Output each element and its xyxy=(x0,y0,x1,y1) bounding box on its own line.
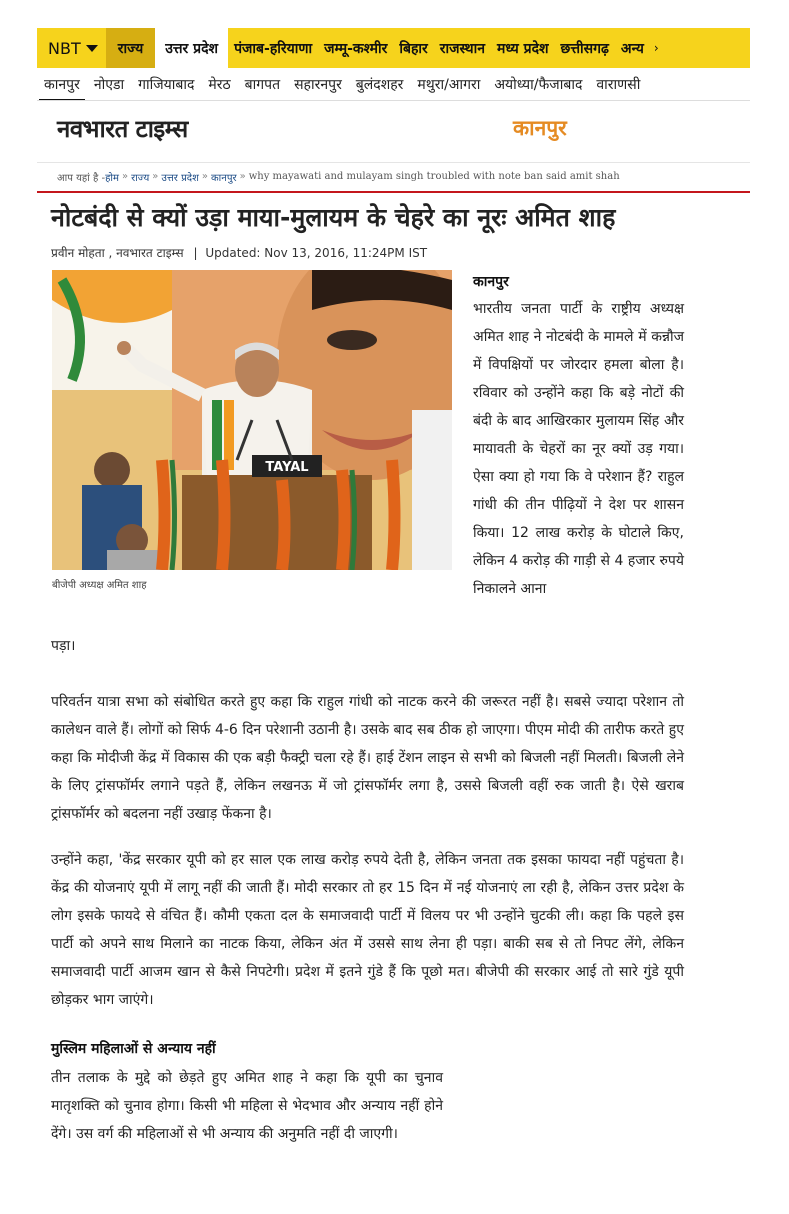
article-subheading: मुस्लिम महिलाओं से अन्याय नहीं xyxy=(51,1041,216,1057)
article-dateline: कानपुर xyxy=(473,274,509,290)
city-item-ayodhya-faizabad[interactable]: अयोध्या/फैजाबाद xyxy=(494,76,583,93)
nav-item-uttar-pradesh[interactable]: उत्तर प्रदेश xyxy=(155,28,228,68)
header-divider xyxy=(37,191,750,193)
article-paragraph-1-continued: पड़ा। xyxy=(51,638,76,654)
podium-sign-text: TAYAL xyxy=(265,460,309,475)
nbt-menu-button[interactable] xyxy=(37,28,106,68)
article-paragraph-3: उन्होंने कहा, 'केंद्र सरकार यूपी को हर साल एक लाख करोड़ रुपये देती है, लेकिन जनता तक इसका फायदा नहीं पहुंचता है। केंद्र की योजनाएं यूपी में लागू नहीं की जाती हैं। मोदी सरकार तो हर 15 दिन में नई योजनाएं ला रही है, लेकिन उत्तर प्रदेश के लोग इसके फायदे से वंचित हैं। कौमी एकता दल के समाजवादी पार्टी में विलय पर भी उन्होंने चुटकी ली। कहा कि पहले इस पार्टी को अपने साथ मिलाने का नाटक किया, लेकिन अंत में उससे साथ लेना ही पड़ा। बाकी सब से तो निपट लेंगे, लेकिन समाजवादी पार्टी आजम खान से कैसे निपटेगी। प्रदेश में इतने गुंडे हैं कि पूछो मत। बीजेपी की सरकार आई तो सारे गुंडे यूपी छोड़कर भाग जाएंगे। xyxy=(51,852,684,1008)
article-headline: नोटबंदी से क्यों उड़ा माया-मुलायम के चेहरे का नूरः अमित शाह xyxy=(51,203,616,232)
nav-item-madhya-pradesh[interactable]: मध्य प्रदेश xyxy=(496,40,549,57)
state-nav-bar xyxy=(37,28,750,68)
rajya-label[interactable]: राज्य xyxy=(106,28,155,68)
city-item-ghaziabad[interactable]: गाजियाबाद xyxy=(138,76,195,93)
article-paragraph-2: परिवर्तन यात्रा सभा को संबोधित करते हुए कहा कि राहुल गांधी को नाटक करने की जरूरत नहीं है। सबसे ज्यादा परेशान तो कालेधन वाले हैं। लोगों को सिर्फ 4-6 दिन परेशानी उठानी है। उसके बाद सब ठीक हो जाएगा। पीएम मोदी की तारीफ करते हुए कहा कि मोदीजी केंद्र में विकास की एक बड़ी फैक्ट्री चला रहे हैं। हाई टेंशन लाइन से सभी को बिजली नहीं मिलती। बिजली लेने के लिए ट्रांसफॉर्मर लगाने पड़ते हैं, लेकिन लखनऊ में जो ट्रांसफॉर्मर लगा है, उससे बिजली वहीं रुक जाती है। ऐसे खराब ट्रांसफॉर्मर को बदलना नहीं उखाड़ फेंकना है। xyxy=(51,694,684,822)
photo-caption: बीजेपी अध्यक्ष अमित शाह xyxy=(52,580,147,591)
updated-timestamp: Updated: Nov 13, 2016, 11:24PM IST xyxy=(205,246,428,260)
breadcrumb xyxy=(37,162,750,190)
breadcrumb-home[interactable]: होम xyxy=(105,172,119,184)
breadcrumb-separator: » xyxy=(152,171,159,182)
city-item-kanpur[interactable]: कानपुर xyxy=(37,68,87,101)
nbt-label: NBT xyxy=(48,38,81,58)
chevron-right-icon[interactable]: › xyxy=(653,41,659,55)
city-item-bulandshahr[interactable]: बुलंदशहर xyxy=(355,76,404,93)
nav-item-chhattisgarh[interactable]: छत्तीसगढ़ xyxy=(560,40,609,57)
breadcrumb-kanpur[interactable]: कानपुर xyxy=(211,172,237,184)
article-byline xyxy=(51,244,427,261)
breadcrumb-separator: » xyxy=(239,171,246,182)
rally-photo-illustration xyxy=(52,270,452,570)
city-item-meerut[interactable]: मेरठ xyxy=(208,76,231,93)
city-item-mathura-agra[interactable]: मथुरा/आगरा xyxy=(417,76,481,93)
city-item-saharanpur[interactable]: सहारनपुर xyxy=(294,76,342,93)
city-item-varanasi[interactable]: वाराणसी xyxy=(596,76,641,93)
breadcrumb-separator: » xyxy=(121,171,129,182)
city-nav-bar xyxy=(37,68,750,101)
nav-item-rajasthan[interactable]: राजस्थान xyxy=(439,40,485,57)
nav-item-jammu-kashmir[interactable]: जम्मू-कश्मीर xyxy=(324,40,388,57)
publication-name: , नवभारत टाइम्स xyxy=(108,246,184,260)
caret-down-icon xyxy=(86,45,98,52)
article-paragraph-4: तीन तलाक के मुद्दे को छेड़ते हुए अमित शाह ने कहा कि यूपी का चुनाव मातृशक्ति को चुनाव होगा। किसी भी महिला से भेदभाव और अन्याय नहीं होने देंगे। उस वर्ग की महिलाओं से भी अन्याय की अनुमति नहीं दी जाएगी। xyxy=(51,1070,443,1142)
site-logo[interactable]: नवभारत टाइम्स xyxy=(57,114,188,143)
breadcrumb-rajya[interactable]: राज्य xyxy=(131,172,150,184)
nav-item-punjab-haryana[interactable]: पंजाब-हरियाणा xyxy=(234,40,313,57)
section-title[interactable]: कानपुर xyxy=(513,116,567,140)
article-paragraph-1: भारतीय जनता पार्टी के राष्ट्रीय अध्यक्ष अमित शाह ने नोटबंदी के मामले में कन्नौज में विपक्षियों पर जोरदार हमला बोला है। रविवार को उन्होंने कहा कि बड़े नोटों की बंदी के बाद आखिरकार मुलायम सिंह और मायावती के चेहरों का नूर क्यों उड़ गया। ऐसा क्या हो गया कि वे परेशान हैं? राहुल गांधी की तीन पीढ़ियों ने देश पर शासन किया। 12 लाख करोड़ के घोटाले किए, लेकिन 4 करोड़ की गाड़ी से 4 हजार रुपये निकालने आना xyxy=(473,301,684,597)
breadcrumb-separator: » xyxy=(201,171,208,182)
city-item-noida[interactable]: नोएडा xyxy=(93,76,125,93)
article-photo xyxy=(52,270,452,570)
byline-separator: | xyxy=(193,246,198,260)
breadcrumb-prefix: आप यहां है - xyxy=(57,172,106,184)
author-name[interactable]: प्रवीन मोहता xyxy=(51,246,105,260)
breadcrumb-uttar-pradesh[interactable]: उत्तर प्रदेश xyxy=(161,172,199,184)
nav-item-other[interactable]: अन्य xyxy=(620,40,644,57)
city-item-baghpat[interactable]: बागपत xyxy=(244,76,281,93)
breadcrumb-current: why mayawati and mulayam singh troubled with note ban said amit shah xyxy=(248,171,620,182)
nav-item-bihar[interactable]: बिहार xyxy=(399,40,428,57)
